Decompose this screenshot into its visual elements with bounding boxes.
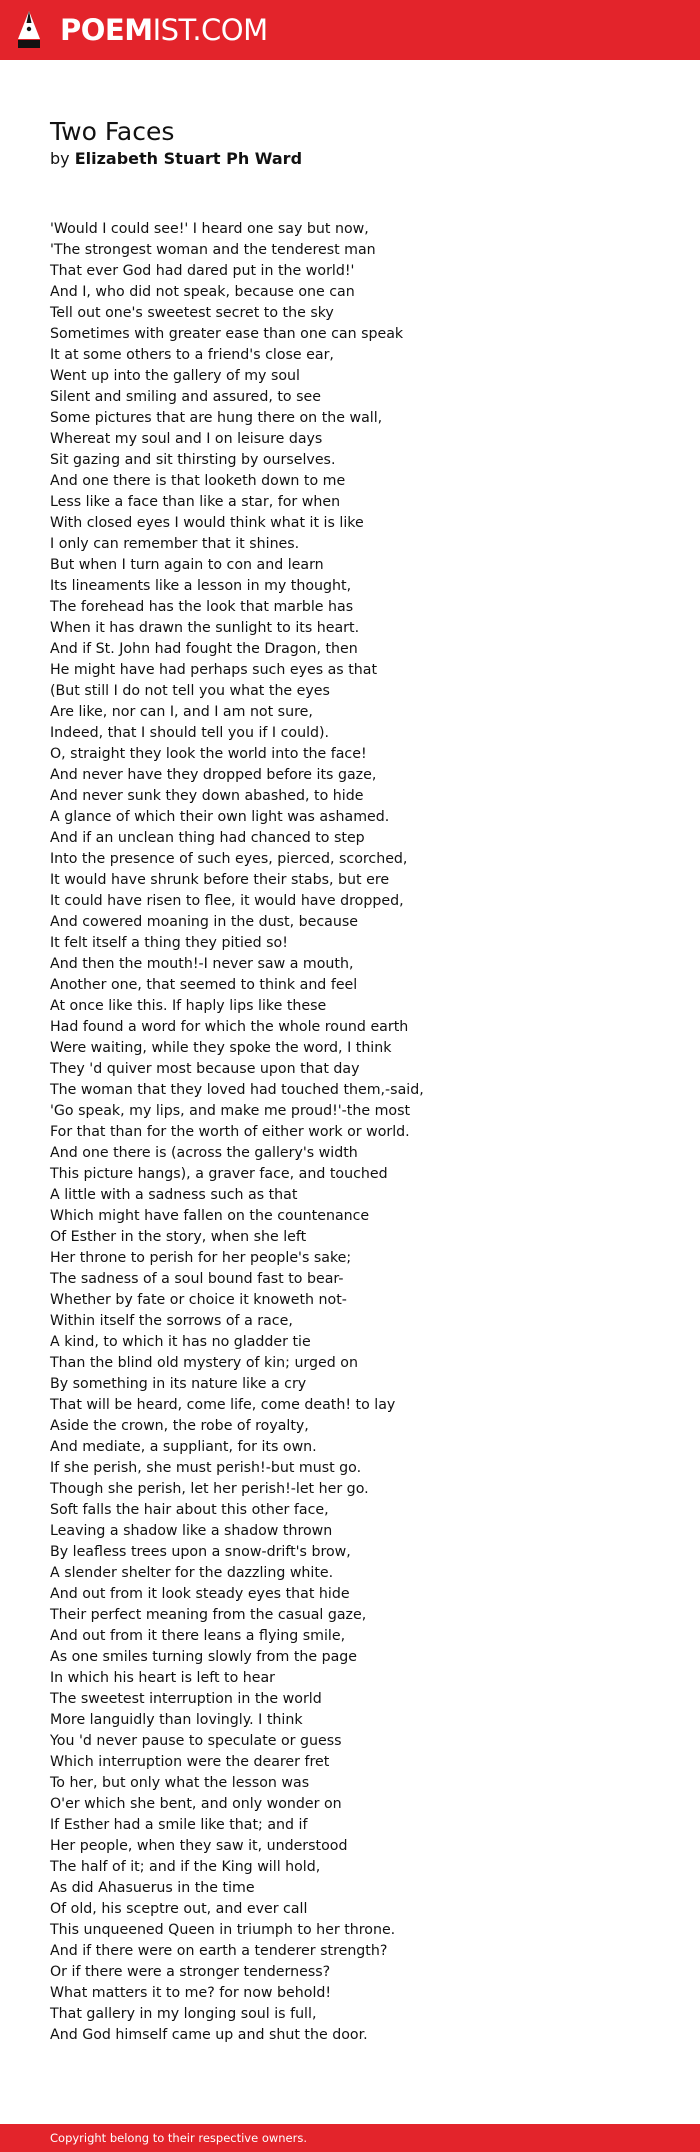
poem-line: (But still I do not tell you what the eyes	[50, 683, 330, 699]
poem-line: Which interruption were the dearer fret	[50, 1754, 330, 1770]
poem-line: And out from it look steady eyes that hide	[50, 1586, 350, 1602]
poem-line: More languidly than lovingly. I think	[50, 1712, 303, 1728]
poem-line: Tell out one's sweetest secret to the sky	[50, 305, 334, 321]
poem-line: He might have had perhaps such eyes as that	[50, 662, 378, 678]
poem-line: O, straight they look the world into the face!	[50, 746, 367, 762]
logo-bold-text: POEM	[60, 13, 153, 47]
poem-line: Whereat my soul and I on leisure days	[50, 431, 323, 447]
poem-line: It could have risen to flee, it would have dropped,	[50, 893, 404, 909]
poem-line: And if an unclean thing had chanced to step	[50, 830, 365, 846]
poem-line: Though she perish, let her perish!-let her go.	[50, 1481, 369, 1497]
poem-line: As one smiles turning slowly from the page	[50, 1649, 358, 1665]
site-footer	[0, 2124, 700, 2152]
poem-line: Were waiting, while they spoke the word, I think	[50, 1040, 392, 1056]
poem-line: Which might have fallen on the countenance	[50, 1208, 370, 1224]
poem-line: To her, but only what the lesson was	[50, 1775, 310, 1791]
poem-line: For that than for the worth of either work or world.	[50, 1124, 410, 1140]
poem-line: This unqueened Queen in triumph to her throne.	[50, 1922, 396, 1938]
poem-line: When it has drawn the sunlight to its heart.	[50, 620, 360, 636]
poem-line: And if there were on earth a tenderer strength?	[50, 1943, 388, 1959]
poem-line: A glance of which their own light was ashamed.	[50, 809, 390, 825]
poem-line: Another one, that seemed to think and feel	[50, 977, 358, 993]
poem-line: As did Ahasuerus in the time	[50, 1880, 255, 1896]
poem-line: That will be heard, come life, come death! to lay	[50, 1397, 396, 1413]
poem-line: That gallery in my longing soul is full,	[50, 2006, 317, 2022]
poem-line: 'Go speak, my lips, and make me proud!'-the most	[50, 1103, 411, 1119]
logo-light-text: IST.COM	[152, 13, 268, 47]
poem-line: Less like a face than like a star, for when	[50, 494, 341, 510]
copyright-text: Copyright belong to their respective owners.	[50, 2131, 308, 2145]
author-name[interactable]: Elizabeth Stuart Ph Ward	[74, 149, 303, 168]
poem-line: Indeed, that I should tell you if I could).	[50, 725, 330, 741]
poem-line: The half of it; and if the King will hold,	[50, 1859, 321, 1875]
poem-line: The sweetest interruption in the world	[50, 1691, 322, 1707]
poem-line: Whether by fate or choice it knoweth not-	[50, 1292, 347, 1308]
poem-line: Within itself the sorrows of a race,	[50, 1313, 293, 1329]
poem-line: 'The strongest woman and the tenderest man	[50, 242, 376, 258]
poem-line: If Esther had a smile like that; and if	[50, 1817, 308, 1833]
poem-line: Aside the crown, the robe of royalty,	[50, 1418, 309, 1434]
pen-nib-icon	[14, 9, 44, 53]
poem-line: With closed eyes I would think what it is like	[50, 515, 364, 531]
poem-line: It felt itself a thing they pitied so!	[50, 935, 288, 951]
poem-line: The sadness of a soul bound fast to bear-	[50, 1271, 344, 1287]
poem-line: Some pictures that are hung there on the wall,	[50, 410, 383, 426]
poem-line: They 'd quiver most because upon that day	[50, 1061, 360, 1077]
poem-line: It at some others to a friend's close ear,	[50, 347, 334, 363]
poem-line: You 'd never pause to speculate or guess	[50, 1733, 342, 1749]
poem-line: And never have they dropped before its gaze,	[50, 767, 377, 783]
poem-line: Went up into the gallery of my soul	[50, 368, 300, 384]
byline-prefix: by	[50, 149, 70, 168]
poem-line: A slender shelter for the dazzling white.	[50, 1565, 334, 1581]
poem-line: And cowered moaning in the dust, because	[50, 914, 358, 930]
poem-line: I only can remember that it shines.	[50, 536, 300, 552]
poem-line: What matters it to me? for now behold!	[50, 1985, 332, 2001]
poem-line: And never sunk they down abashed, to hide	[50, 788, 364, 804]
poem-line: Or if there were a stronger tenderness?	[50, 1964, 331, 1980]
site-header	[0, 0, 700, 60]
poem-line: In which his heart is left to hear	[50, 1670, 276, 1686]
poem-line: Had found a word for which the whole round earth	[50, 1019, 409, 1035]
poem-line: And one there is (across the gallery's width	[50, 1145, 358, 1161]
site-logo[interactable]	[60, 13, 268, 47]
poem-line: Silent and smiling and assured, to see	[50, 389, 321, 405]
poem-line: Sometimes with greater ease than one can speak	[50, 326, 404, 342]
poem-line: Into the presence of such eyes, pierced, scorched,	[50, 851, 408, 867]
poem-line: And mediate, a suppliant, for its own.	[50, 1439, 317, 1455]
poem-line: 'Would I could see!' I heard one say but now,	[50, 221, 369, 237]
poem-line: The woman that they loved had touched them,-said,	[50, 1082, 424, 1098]
poem-line: A little with a sadness such as that	[50, 1187, 298, 1203]
poem-line: Her throne to perish for her people's sake;	[50, 1250, 352, 1266]
poem-line: By something in its nature like a cry	[50, 1376, 307, 1392]
poem-line: And God himself came up and shut the door.	[50, 2027, 368, 2043]
poem-line: Are like, nor can I, and I am not sure,	[50, 704, 313, 720]
poem-line: The forehead has the look that marble has	[50, 599, 354, 615]
poem-title: Two Faces	[50, 117, 175, 146]
poem-line: Their perfect meaning from the casual gaze,	[50, 1607, 367, 1623]
poem-line: And one there is that looketh down to me	[50, 473, 346, 489]
poem-line: If she perish, she must perish!-but must go.	[50, 1460, 362, 1476]
poem-line: And then the mouth!-I never saw a mouth,	[50, 956, 354, 972]
poem-line: Leaving a shadow like a shadow thrown	[50, 1523, 333, 1539]
poem-line: Of Esther in the story, when she left	[50, 1229, 307, 1245]
poem-byline	[50, 148, 302, 170]
poem-line: But when I turn again to con and learn	[50, 557, 324, 573]
poem-line: This picture hangs), a graver face, and touched	[50, 1166, 388, 1182]
poem-line: A kind, to which it has no gladder tie	[50, 1334, 311, 1350]
poem-line: It would have shrunk before their stabs, but ere	[50, 872, 390, 888]
poem-line: By leafless trees upon a snow-drift's brow,	[50, 1544, 351, 1560]
poem-line: Soft falls the hair about this other face,	[50, 1502, 329, 1518]
poem-line: Of old, his sceptre out, and ever call	[50, 1901, 308, 1917]
poem-line: Her people, when they saw it, understood	[50, 1838, 348, 1854]
poem-line: And I, who did not speak, because one can	[50, 284, 355, 300]
poem-line: At once like this. If haply lips like these	[50, 998, 327, 1014]
poem-line: O'er which she bent, and only wonder on	[50, 1796, 342, 1812]
poem-line: And if St. John had fought the Dragon, then	[50, 641, 358, 657]
poem-line: Its lineaments like a lesson in my thought,	[50, 578, 352, 594]
poem-line: And out from it there leans a flying smile,	[50, 1628, 346, 1644]
poem-line: Sit gazing and sit thirsting by ourselves.	[50, 452, 336, 468]
poem-line: Than the blind old mystery of kin; urged on	[50, 1355, 358, 1371]
poem-body	[50, 219, 670, 2046]
poem-line: That ever God had dared put in the world!'	[50, 263, 355, 279]
